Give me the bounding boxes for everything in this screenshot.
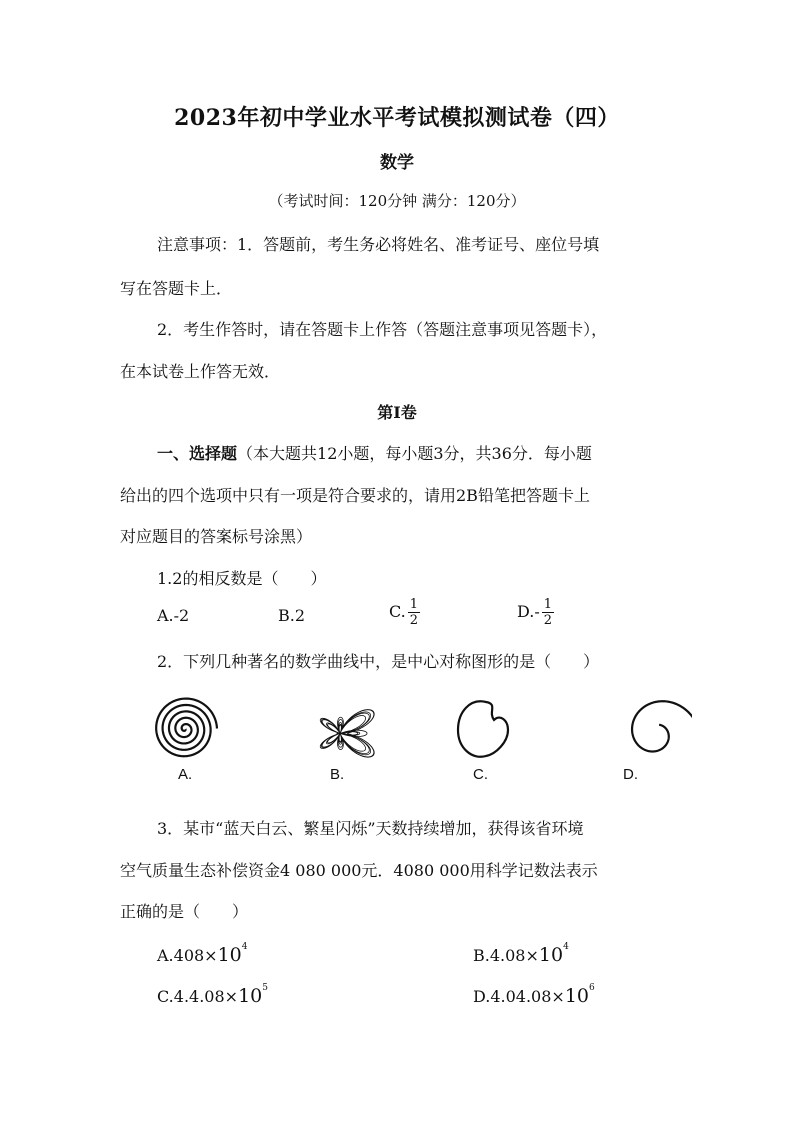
spiral-figure (150, 694, 220, 764)
log-spiral-figure (582, 684, 692, 770)
q1-option-c-prefix: C. (389, 602, 406, 621)
question-1-stem: 1.2的相反数是（ ） (157, 569, 327, 588)
section-intro-line-1 (157, 441, 592, 464)
notes-line-2: 写在答题卡上． (120, 279, 233, 298)
figure-b-label: B. (330, 766, 345, 783)
butterfly-curve-figure (296, 694, 384, 764)
q1-option-b: B.2 (278, 606, 306, 625)
power-exponent: 5 (262, 983, 268, 993)
q1-option-c (389, 597, 420, 628)
q1-option-d-fraction (542, 597, 554, 628)
section-heading: 一、选择题 (157, 444, 238, 463)
section-intro-line-2: 给出的四个选项中只有一项是符合要求的，请用2B铅笔把答题卡上 (120, 486, 590, 505)
q1-option-d-prefix: D.- (517, 602, 540, 621)
fraction-denominator: 2 (409, 613, 419, 628)
volume-title: 第Ⅰ卷 (377, 403, 417, 422)
power-base: 10 (238, 985, 263, 1007)
exam-info: （考试时间：120分钟 满分：120分） (268, 192, 526, 210)
power-base: 10 (217, 944, 242, 966)
section-intro-text: （本大题共12小题，每小题3分，共36分．每小题 (237, 444, 592, 463)
power-base: 10 (538, 944, 564, 966)
power-exponent: 4 (241, 942, 248, 952)
fraction-denominator: 2 (543, 613, 553, 628)
q1-option-a: A.-2 (157, 606, 190, 625)
notes-line-1: 注意事项：1．答题前，考生务必将姓名、准考证号、座位号填 (157, 235, 600, 254)
q3-option-a (157, 942, 248, 966)
notes-line-3: 2．考生作答时，请在答题卡上作答（答题注意事项见答题卡）， (157, 320, 608, 339)
power-exponent: 4 (563, 942, 569, 952)
question-2-stem: 2．下列几种著名的数学曲线中，是中心对称图形的是（ ） (157, 652, 600, 671)
question-3-stem-line-2: 空气质量生态补偿资金4 080 000元．4080 000用科学记数法表示 (120, 861, 598, 880)
power-base: 10 (564, 985, 590, 1007)
q3-option-d-coef: D.4.04.08× (473, 987, 565, 1006)
figure-a-label: A. (178, 766, 193, 783)
power-exponent: 6 (589, 983, 595, 993)
cardioid-figure (452, 694, 516, 764)
page-title: 2023年初中学业水平考试模拟测试卷（四） (174, 105, 620, 131)
figure-c-label: C. (473, 766, 488, 783)
q3-option-b (473, 942, 569, 966)
q3-option-a-coef: A.408× (157, 946, 218, 965)
q3-option-c-coef: C.4.4.08× (157, 987, 239, 1006)
fraction-numerator: 1 (543, 597, 553, 612)
q3-option-d (473, 983, 595, 1007)
question-3-stem-line-3: 正确的是（ ） (120, 902, 249, 921)
section-intro-line-3: 对应题目的答案标号涂黑） (120, 527, 313, 546)
fraction-numerator: 1 (409, 597, 419, 612)
q1-option-d (517, 597, 554, 628)
notes-line-4: 在本试卷上作答无效． (120, 362, 281, 381)
question-3-stem-line-1: 3．某市“蓝天白云、繁星闪烁”天数持续增加，获得该省环境 (157, 819, 584, 838)
figure-d-label: D. (623, 766, 638, 783)
q3-option-b-coef: B.4.08× (473, 946, 539, 965)
q1-option-c-fraction (408, 597, 420, 628)
q3-option-c (157, 983, 268, 1007)
subject-title: 数学 (380, 153, 414, 173)
